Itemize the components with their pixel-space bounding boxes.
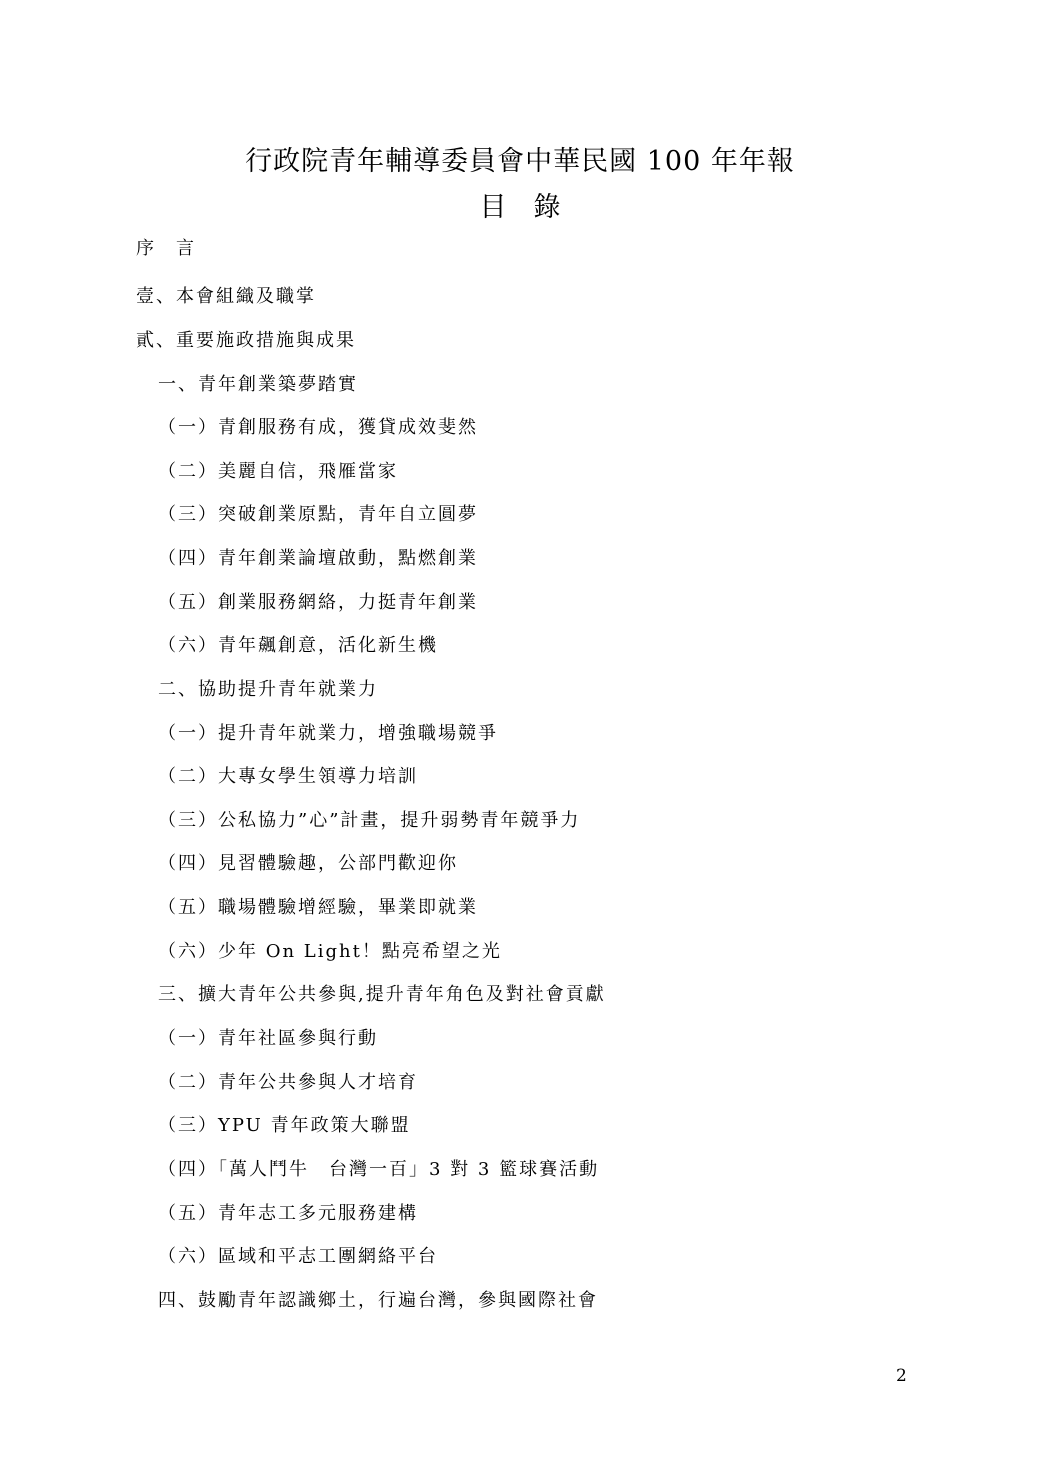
toc-entry[interactable]: 壹、本會組織及職掌: [136, 286, 316, 307]
toc-entry[interactable]: （五）創業服務網絡，力挺青年創業: [158, 592, 478, 613]
toc-entry[interactable]: 二、協助提升青年就業力: [158, 679, 378, 700]
toc-entry[interactable]: （五）青年志工多元服務建構: [158, 1203, 418, 1224]
toc-entry[interactable]: 貳、重要施政措施與成果: [136, 330, 356, 351]
toc-entry[interactable]: （三）YPU 青年政策大聯盟: [158, 1115, 411, 1136]
toc-entry[interactable]: （四）「萬人鬥牛 台灣一百」3 對 3 籃球賽活動: [158, 1159, 600, 1180]
toc-entry[interactable]: （一）青年社區參與行動: [158, 1028, 378, 1049]
toc-entry[interactable]: （二）青年公共參與人才培育: [158, 1072, 418, 1093]
toc-entry[interactable]: 四、鼓勵青年認識鄉土，行遍台灣，參與國際社會: [158, 1290, 598, 1311]
toc-entry[interactable]: （三）公私協力”心”計畫，提升弱勢青年競爭力: [158, 810, 581, 831]
toc-entry[interactable]: （六）少年 On Light！點亮希望之光: [158, 941, 502, 962]
toc-entry[interactable]: 序 言: [136, 238, 196, 259]
toc-entry[interactable]: （五）職場體驗增經驗，畢業即就業: [158, 897, 478, 918]
report-title: 行政院青年輔導委員會中華民國 100 年年報: [245, 146, 795, 177]
toc-entry[interactable]: （四）見習體驗趣，公部門歡迎你: [158, 853, 458, 874]
toc-entry[interactable]: （六）區域和平志工團網絡平台: [158, 1246, 438, 1267]
toc-entry[interactable]: （一）提升青年就業力，增強職場競爭: [158, 723, 498, 744]
page-number: 2: [896, 1366, 907, 1386]
toc-entry[interactable]: 一、青年創業築夢踏實: [158, 374, 358, 395]
toc-entry[interactable]: （三）突破創業原點，青年自立圓夢: [158, 504, 478, 525]
toc-entry[interactable]: （一）青創服務有成，獲貸成效斐然: [158, 417, 478, 438]
toc-entry[interactable]: （六）青年飆創意，活化新生機: [158, 635, 438, 656]
toc-entry[interactable]: 三、擴大青年公共參與,提升青年角色及對社會貢獻: [158, 984, 606, 1005]
toc-entry[interactable]: （二）大專女學生領導力培訓: [158, 766, 418, 787]
toc-entry[interactable]: （二）美麗自信，飛雁當家: [158, 461, 398, 482]
toc-entry[interactable]: （四）青年創業論壇啟動，點燃創業: [158, 548, 478, 569]
toc-heading: 目 錄: [479, 192, 561, 223]
